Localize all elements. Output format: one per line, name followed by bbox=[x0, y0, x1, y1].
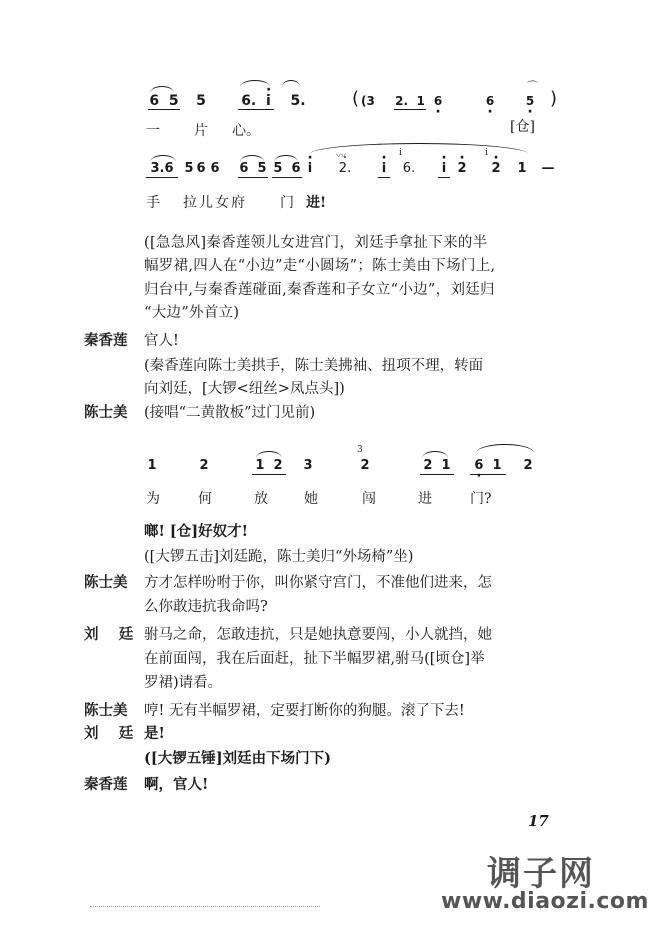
lyric: 她 bbox=[304, 491, 318, 507]
note: 1 bbox=[492, 458, 502, 473]
note-group bbox=[238, 93, 274, 110]
stage-direction-line: “大边”外首立) bbox=[144, 305, 240, 321]
speech-line: 哼! 无有半幅罗裙，定要打断你的狗腿。滚了下去! bbox=[144, 703, 465, 719]
lyric: 心。 bbox=[232, 123, 260, 139]
role-name: 刘 廷 bbox=[84, 725, 134, 742]
note: 1 bbox=[416, 94, 425, 108]
lyric: 一 bbox=[146, 123, 160, 139]
note: 6 bbox=[196, 161, 206, 176]
note: 5 bbox=[273, 161, 283, 176]
lyric: 门? bbox=[470, 491, 492, 507]
slur bbox=[282, 80, 300, 87]
paren-close: ) bbox=[550, 88, 558, 109]
speech-line: 方才怎样吩咐于你，叫你紧守宫门，不准他们进来，怎 bbox=[144, 575, 492, 591]
note-group bbox=[238, 161, 268, 178]
note-group bbox=[420, 458, 454, 475]
note: 2 bbox=[423, 458, 433, 473]
note: 5 bbox=[184, 161, 194, 176]
note: 5 · bbox=[524, 93, 536, 109]
lyric: 片 bbox=[194, 123, 208, 139]
slur bbox=[150, 86, 174, 93]
note: · 2 bbox=[490, 161, 502, 177]
note: 2 bbox=[523, 458, 533, 473]
lyric: 闯 bbox=[362, 491, 376, 507]
note-group bbox=[148, 93, 180, 110]
note: · 2 bbox=[456, 161, 468, 177]
role-name: 秦香莲 bbox=[84, 332, 128, 349]
stage-direction-line: 幅罗裙,四人在“小边”走“小圆场”；陈士美由下场门上, bbox=[144, 258, 496, 274]
speech-line: (接唱“二黄散板”过门见前) bbox=[144, 405, 316, 421]
stage-direction-line: ([急急风]秦香莲领儿女进宫门，刘廷手拿扯下来的半 bbox=[144, 235, 488, 251]
note: 1 bbox=[517, 161, 527, 176]
note: 1 bbox=[147, 458, 157, 473]
speech-line: 驸马之命，怎敢违抗，只是她执意要闯，小人就挡，她 bbox=[144, 627, 492, 643]
note: 2 bbox=[273, 458, 283, 473]
trill-icon: 〰 bbox=[336, 151, 346, 162]
note: · i bbox=[304, 161, 316, 177]
role-name: 陈士美 bbox=[84, 404, 128, 421]
role-name: 刘 廷 bbox=[84, 626, 134, 643]
role-name: 陈士美 bbox=[84, 574, 128, 591]
note: 2 bbox=[360, 458, 370, 473]
speech-line: 在前面闯，我在后面赶，扯下半幅罗裙,驸马([顷仓]举 bbox=[144, 651, 485, 667]
note-group bbox=[470, 458, 506, 475]
paren-open: ( bbox=[352, 88, 360, 109]
watermark-url: www.diaozi.com bbox=[441, 889, 649, 914]
note: 5 bbox=[168, 93, 179, 109]
grace-note: i bbox=[485, 148, 488, 158]
slur bbox=[422, 451, 448, 458]
note: · 2. bbox=[334, 161, 356, 177]
note: 6 · bbox=[484, 93, 496, 109]
note: · i bbox=[378, 161, 390, 178]
note: 2 bbox=[199, 458, 209, 473]
lyric: 放 bbox=[254, 491, 268, 507]
speech-line: 官人! bbox=[144, 333, 179, 349]
note: · i bbox=[266, 93, 271, 109]
scan-artifact bbox=[90, 906, 320, 909]
speech-line: 么你敢违抗我命吗? bbox=[144, 599, 268, 615]
speech-line: 啷! [仓]好奴才! bbox=[144, 523, 248, 540]
note: 6. bbox=[402, 161, 416, 176]
note-group bbox=[252, 458, 286, 475]
note: 6. bbox=[241, 93, 257, 109]
note: 3 bbox=[303, 458, 313, 473]
fermata-icon: ⌒ bbox=[527, 80, 538, 93]
stage-direction-line: ([大锣五锤]刘廷由下场门下) bbox=[144, 750, 331, 767]
slur bbox=[256, 451, 282, 458]
role-name: 陈士美 bbox=[84, 702, 128, 719]
stage-direction-line: (秦香莲向陈士美拱手，陈士美拂袖、扭项不理，转面 bbox=[144, 358, 484, 374]
lyric: 进! bbox=[306, 195, 327, 211]
note: 2. bbox=[395, 94, 409, 108]
lyric: 手 bbox=[146, 195, 160, 211]
grace-note: 3 bbox=[357, 445, 363, 455]
note: 5 bbox=[257, 161, 267, 176]
stage-direction-line: 向刘廷，[大锣<纽丝>凤点头]) bbox=[144, 381, 345, 397]
stage-direction-line: 归台中,与秦香莲碰面,秦香莲和子女立“小边”，刘廷归 bbox=[144, 282, 495, 298]
watermark-title: 调子网 bbox=[487, 854, 595, 894]
note: 3.6 bbox=[146, 161, 178, 178]
note: 6 bbox=[149, 93, 160, 109]
lyric: 门 bbox=[280, 195, 294, 211]
speech-line: 是! bbox=[144, 725, 165, 742]
note: 5 bbox=[196, 93, 206, 109]
speech-line: 啊，官人! bbox=[144, 776, 209, 793]
lyric: 何 bbox=[198, 491, 212, 507]
note: 1 bbox=[255, 458, 265, 473]
page-number: 17 bbox=[528, 812, 549, 830]
lyric: 拉儿女府 bbox=[183, 195, 247, 211]
dash: — bbox=[541, 161, 555, 176]
note: · i bbox=[438, 161, 450, 178]
note-group bbox=[272, 161, 302, 178]
speech-line: 罗裙)请看。 bbox=[144, 675, 223, 691]
stage-direction-line: ([大锣五击]刘廷跪，陈士美归“外场椅”坐) bbox=[144, 549, 414, 565]
note: 6 · bbox=[432, 93, 444, 109]
percussion-mark: [仓] bbox=[510, 119, 535, 135]
role-name: 秦香莲 bbox=[84, 776, 128, 793]
note: 6 bbox=[210, 161, 220, 176]
note: 6 · bbox=[474, 458, 483, 473]
note: 6 bbox=[239, 161, 249, 176]
lyric: 进 bbox=[418, 491, 432, 507]
grace-note: i bbox=[399, 148, 402, 158]
note: 6 bbox=[291, 161, 301, 176]
note: 1 bbox=[441, 458, 451, 473]
slur bbox=[476, 444, 534, 453]
note: 5. bbox=[290, 93, 306, 109]
lyric: 为 bbox=[146, 491, 160, 507]
note-group bbox=[394, 93, 426, 110]
note: (3 bbox=[361, 94, 375, 108]
